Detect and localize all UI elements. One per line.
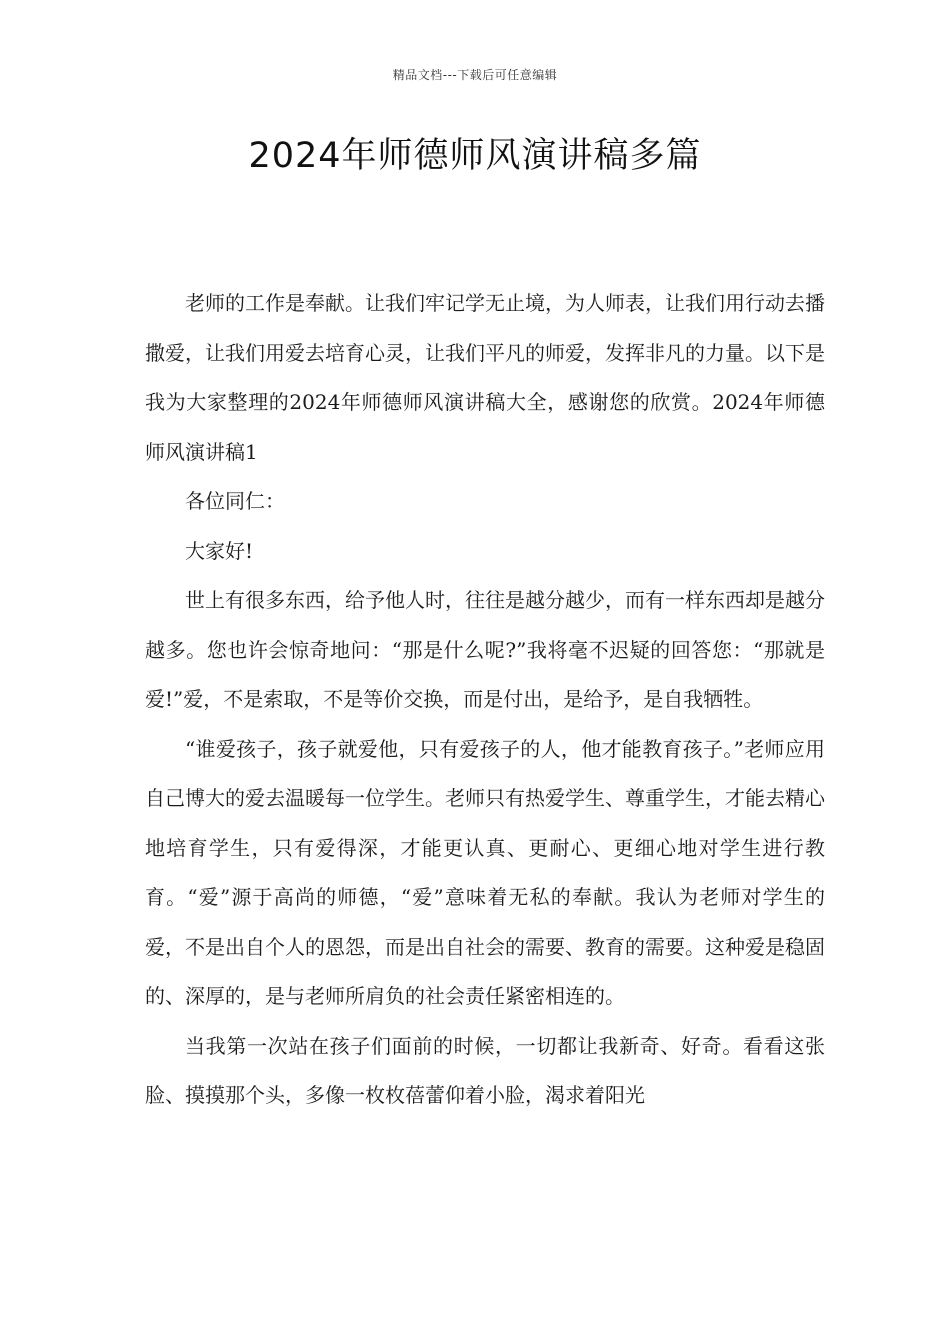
paragraph-greeting-all: 大家好!	[185, 538, 254, 563]
document-body	[145, 279, 825, 1121]
page-header-note: 精品文档---下载后可任意编辑	[392, 68, 558, 82]
paragraph-love-giving: 世上有很多东西，给予他人时，往往是越分越少，而有一样东西却是越分越多。您也许会惊奇地问：“那是什么呢?”我将毫不迟疑的回答您：“那就是爱!”爱，不是索取，不是等价交换，而是付出，是给予，是自我牺牲。	[145, 588, 825, 711]
paragraph-love-children: “谁爱孩子，孩子就爱他，只有爱孩子的人，他才能教育孩子。”老师应用自己博大的爱去温暖每一位学生。老师只有热爱学生、尊重学生，才能去精心地培育学生，只有爱得深，才能更认真、更耐心、更细心地对学生进行教育。“爱”源于高尚的师德，“爱”意味着无私的奉献。我认为老师对学生的爱，不是出自个人的恩怨，而是出自社会的需要、教育的需要。这种爱是稳固的、深厚的，是与老师所肩负的社会责任紧密相连的。	[145, 736, 825, 1008]
paragraph-first-day: 当我第一次站在孩子们面前的时候，一切都让我新奇、好奇。看看这张脸、摸摸那个头，多像一枚枚蓓蕾仰着小脸，渴求着阳光	[145, 1033, 825, 1107]
paragraph-greeting-colleagues: 各位同仁：	[185, 489, 285, 513]
document-title: 2024年师德师风演讲稿多篇	[248, 136, 702, 176]
paragraph-intro: 老师的工作是奉献。让我们牢记学无止境，为人师表，让我们用行动去播撒爱，让我们用爱去培育心灵，让我们平凡的师爱，发挥非凡的力量。以下是我为大家整理的2024年师德师风演讲稿大全，感谢您的欣赏。2024年师德师风演讲稿1	[145, 291, 825, 464]
